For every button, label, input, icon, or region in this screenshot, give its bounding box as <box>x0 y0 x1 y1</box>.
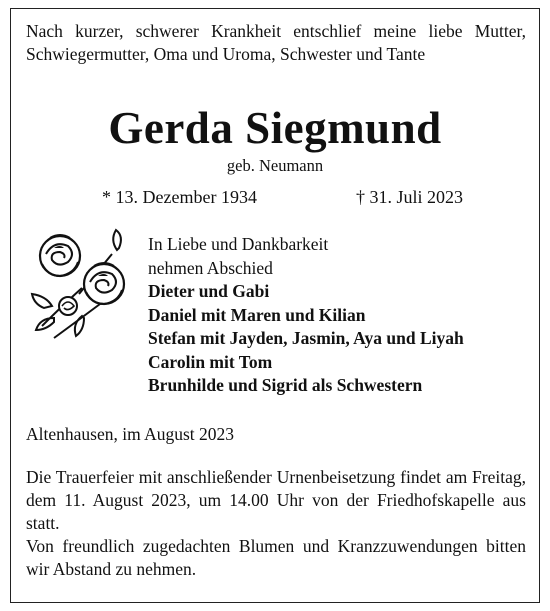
mourner-name: Stefan mit Jayden, Jasmin, Aya und Liyah <box>148 328 464 348</box>
rose-right <box>84 263 124 304</box>
service-paragraph: Die Trauerfeier mit anschließender Urnenbeisetzung findet am Freitag, dem 11. August 2023, um 14.00 Uhr von der Friedhofskapelle aus statt. <box>26 467 526 533</box>
mourners-intro-line: nehmen Abschied <box>148 257 273 278</box>
roses-icon <box>24 226 140 342</box>
mourner-name: Brunhilde und Sigrid als Schwestern <box>148 375 423 395</box>
rose-small <box>59 297 77 315</box>
mourners-intro-line: In Liebe und Dankbarkeit <box>148 234 329 254</box>
mourner-name: Daniel mit Maren und Kilian <box>148 304 366 325</box>
flowers-paragraph: Von freundlich zugedachten Blumen und Kranzzuwendungen bitten wir Abstand zu nehmen. <box>26 536 526 579</box>
birth-name: geb. Neumann <box>226 156 324 175</box>
mourners-list <box>148 233 464 398</box>
place-date: Altenhausen, im August 2023 <box>26 424 235 444</box>
intro-text: Nach kurzer, schwerer Krankheit entschlief meine liebe Mutter, Schwiegermutter, Oma und Uroma, Schwester und Tante <box>26 21 526 64</box>
service-info <box>26 466 526 581</box>
mourner-name: Dieter und Gabi <box>148 281 270 301</box>
deceased-name: Gerda Siegmund <box>108 103 442 153</box>
mourner-name: Carolin mit Tom <box>148 351 273 372</box>
death-date: † 31. Juli 2023 <box>356 187 464 207</box>
rose-left <box>40 235 80 276</box>
birth-date: * 13. Dezember 1934 <box>102 187 257 207</box>
